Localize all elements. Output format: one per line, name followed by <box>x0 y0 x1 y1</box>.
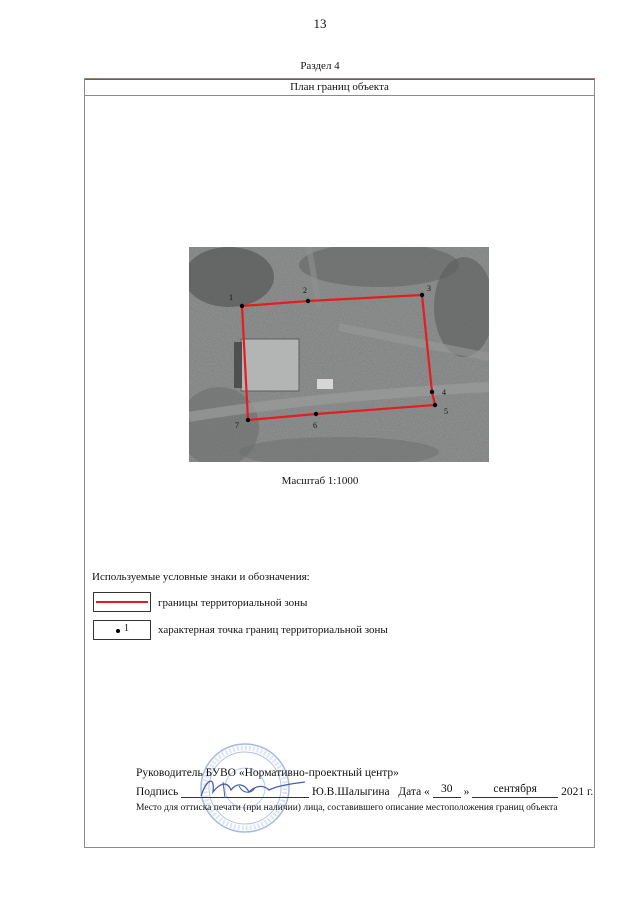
point-label: 6 <box>313 421 317 430</box>
sign-label: Подпись <box>136 786 179 798</box>
boundary-point <box>433 403 437 407</box>
date-day: 30 <box>433 783 461 798</box>
signer-position: Руководитель БУВО «Нормативно-проектный центр» <box>136 767 399 779</box>
stamp-place-note: Место для оттиска печати (при наличии) лица, составившего описание местоположения границ объекта <box>136 803 558 813</box>
date-year: 2021 г. <box>561 786 594 798</box>
boundary-point <box>306 299 310 303</box>
legend-point-symbol <box>93 620 151 640</box>
handwritten-signature <box>193 774 313 802</box>
boundary-point <box>420 293 424 297</box>
boundary-point <box>240 304 244 308</box>
date-quote-close: » <box>463 786 470 798</box>
point-label: 7 <box>235 421 239 430</box>
boundary-point <box>314 412 318 416</box>
signer-name: Ю.В.Шалыгина <box>311 786 390 798</box>
boundary-point <box>246 418 250 422</box>
aerial-map <box>189 247 489 462</box>
date-label: Дата « <box>398 786 430 798</box>
map-scale: Масштаб 1:1000 <box>281 475 359 487</box>
content-frame <box>84 78 595 848</box>
point-label: 2 <box>303 286 307 295</box>
legend-point-number: 1 <box>124 623 129 634</box>
legend-title: Используемые условные знаки и обозначения: <box>92 571 310 583</box>
point-label: 3 <box>427 284 431 293</box>
boundary-point <box>430 390 434 394</box>
date-month: сентября <box>472 783 558 798</box>
page-number: 13 <box>313 16 327 31</box>
point-label: 5 <box>444 407 448 416</box>
legend-boundary-label: границы территориальной зоны <box>158 597 308 609</box>
legend-boundary-symbol <box>93 592 151 612</box>
point-label: 1 <box>229 293 233 302</box>
plan-title: План границ объекта <box>84 78 595 96</box>
point-label: 4 <box>442 388 446 397</box>
legend-point-label: характерная точка границ территориальной зоны <box>158 624 388 636</box>
section-heading: Раздел 4 <box>300 60 340 72</box>
